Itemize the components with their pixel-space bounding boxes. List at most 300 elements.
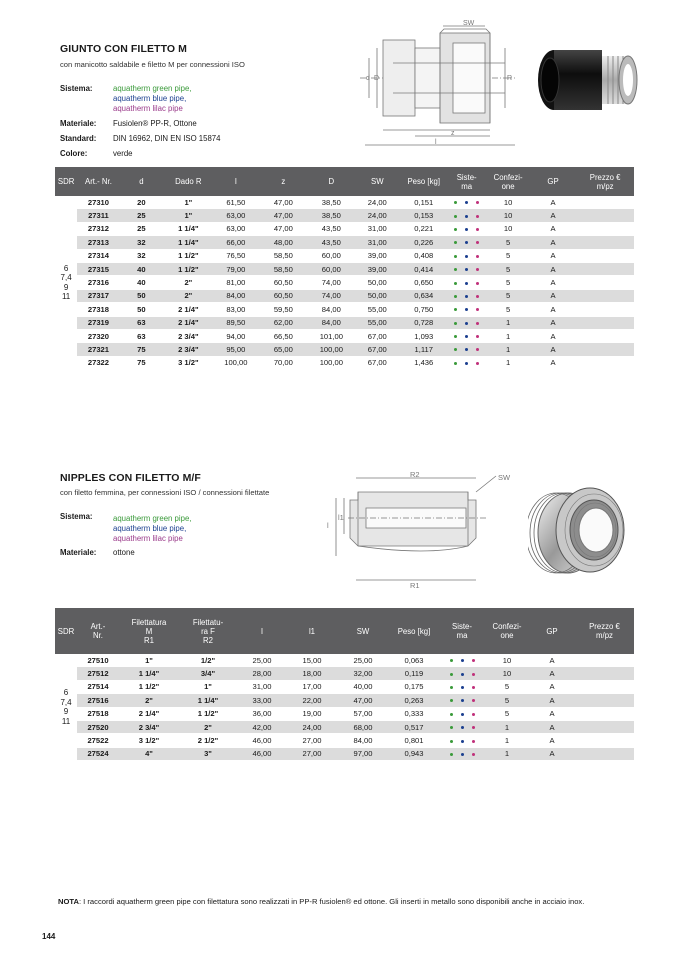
table-cell: 5 xyxy=(486,303,529,316)
table-cell: 0,801 xyxy=(389,734,439,747)
table-cell: A xyxy=(530,343,576,356)
table-cell xyxy=(575,654,634,667)
table-cell: 1 xyxy=(485,747,529,760)
table-cell: 55,00 xyxy=(354,316,400,329)
lilac-pipe-dot xyxy=(472,713,475,716)
lilac-pipe-dot xyxy=(476,335,479,338)
table-cell: 5 xyxy=(485,707,529,720)
table-cell: 32 xyxy=(120,249,163,262)
table-cell: 47,00 xyxy=(258,196,309,209)
table-cell: 18,00 xyxy=(287,667,337,680)
system-dots xyxy=(447,329,486,342)
article-number-cell: 27311 xyxy=(77,209,119,222)
table-row xyxy=(55,694,634,707)
table-cell: 5 xyxy=(486,249,529,262)
standard-value: DIN 16962, DIN EN ISO 15874 xyxy=(113,134,221,143)
giunto-table-header-1: Art.- Nr. xyxy=(77,167,119,196)
lilac-pipe-dot xyxy=(472,699,475,702)
lilac-pipe-dot xyxy=(476,308,479,311)
table-cell xyxy=(576,262,634,275)
system-dots xyxy=(439,720,485,733)
table-cell: 2 3/4" xyxy=(163,343,214,356)
table-cell: 66,50 xyxy=(258,329,309,342)
table-row xyxy=(55,343,634,356)
green-pipe-dot xyxy=(454,335,457,338)
table-cell: 1,436 xyxy=(401,356,447,369)
table-cell xyxy=(576,316,634,329)
table-cell: 32 xyxy=(120,236,163,249)
lilac-pipe-dot xyxy=(472,686,475,689)
blue-pipe-dot xyxy=(465,268,468,271)
giunto-table-sdr-cell: 6 7,4 9 11 xyxy=(55,196,77,370)
green-pipe-dot xyxy=(450,699,453,702)
lilac-pipe-dot xyxy=(472,659,475,662)
green-pipe-dot xyxy=(450,673,453,676)
drawing1-R-label: R xyxy=(507,75,513,82)
sistema-green: aquatherm green pipe, xyxy=(113,84,192,93)
table-cell: 1" xyxy=(179,680,237,693)
table-cell: 25 xyxy=(120,209,163,222)
table-cell: 0,750 xyxy=(401,303,447,316)
table-cell: 55,00 xyxy=(354,303,400,316)
table-cell xyxy=(576,303,634,316)
table-cell: 3/4" xyxy=(179,667,237,680)
green-pipe-dot xyxy=(454,241,457,244)
table-cell xyxy=(576,249,634,262)
lilac-pipe-dot xyxy=(476,201,479,204)
table-cell: 66,00 xyxy=(214,236,258,249)
blue-pipe-dot xyxy=(461,726,464,729)
table-cell: 47,00 xyxy=(258,209,309,222)
article-number-cell: 27514 xyxy=(77,680,119,693)
table-cell: 2" xyxy=(119,694,179,707)
green-pipe-dot xyxy=(454,295,457,298)
materiale-value: Fusiolen® PP-R, Ottone xyxy=(113,119,197,128)
giunto-product-photo xyxy=(528,40,640,124)
system-dots xyxy=(447,196,486,209)
table-cell: 89,50 xyxy=(214,316,258,329)
article-number-cell: 27319 xyxy=(77,316,119,329)
table-cell: 27,00 xyxy=(287,734,337,747)
drawing1-z-label: z xyxy=(451,130,455,137)
table-cell: A xyxy=(529,694,575,707)
table-cell: 0,226 xyxy=(401,236,447,249)
table-cell: 60,50 xyxy=(258,276,309,289)
table-cell: 1 1/2" xyxy=(163,249,214,262)
article-number-cell: 27314 xyxy=(77,249,119,262)
table-cell: 43,50 xyxy=(309,236,354,249)
giunto-table-header-5: z xyxy=(258,167,309,196)
table-cell: 0,650 xyxy=(401,276,447,289)
table-cell: 58,50 xyxy=(258,249,309,262)
article-number-cell: 27312 xyxy=(77,222,119,235)
table-cell: 0,333 xyxy=(389,707,439,720)
table-cell xyxy=(576,209,634,222)
article-number-cell: 27318 xyxy=(77,303,119,316)
table-cell: 100,00 xyxy=(309,343,354,356)
table-cell xyxy=(575,720,634,733)
table-row xyxy=(55,209,634,222)
table-cell: 28,00 xyxy=(237,667,287,680)
nipples-table-header-3: Filettatu- ra F R2 xyxy=(179,608,237,654)
table-cell: A xyxy=(529,747,575,760)
giunto-table-header-10: Confezi- one xyxy=(486,167,529,196)
table-cell: 46,00 xyxy=(237,734,287,747)
table-cell: 32,00 xyxy=(337,667,389,680)
article-number-cell: 27510 xyxy=(77,654,119,667)
nipples-table-header-2: Filettatura M R1 xyxy=(119,608,179,654)
table-cell: 31,00 xyxy=(237,680,287,693)
table-cell: 3" xyxy=(179,747,237,760)
table-cell: 0,728 xyxy=(401,316,447,329)
blue-pipe-dot xyxy=(465,201,468,204)
table-row xyxy=(55,289,634,302)
system-dots xyxy=(447,236,486,249)
table-cell: 67,00 xyxy=(354,329,400,342)
table-cell: 31,00 xyxy=(354,236,400,249)
drawing2-l1-label: l1 xyxy=(338,513,344,522)
section2-title: NIPPLES CON FILETTO M/F xyxy=(60,472,201,484)
table-cell: 1 1/2" xyxy=(163,262,214,275)
system-dots xyxy=(439,734,485,747)
table-cell: 19,00 xyxy=(287,707,337,720)
table-cell: 3 1/2" xyxy=(163,356,214,369)
table-cell: 50,00 xyxy=(354,289,400,302)
table-cell: 83,00 xyxy=(214,303,258,316)
giunto-table-header-9: Siste- ma xyxy=(447,167,486,196)
table-cell: A xyxy=(529,680,575,693)
table-cell: 5 xyxy=(486,236,529,249)
table-cell: A xyxy=(530,289,576,302)
table-cell: 1/2" xyxy=(179,654,237,667)
lilac-pipe-dot xyxy=(476,282,479,285)
green-pipe-dot xyxy=(454,282,457,285)
table-cell: 0,414 xyxy=(401,262,447,275)
table-cell: A xyxy=(529,707,575,720)
table-cell: 74,00 xyxy=(309,289,354,302)
lilac-pipe-dot xyxy=(476,322,479,325)
blue-pipe-dot xyxy=(465,335,468,338)
section1-title: GIUNTO CON FILETTO M xyxy=(60,43,188,55)
table-cell: 10 xyxy=(485,654,529,667)
article-number-cell: 27518 xyxy=(77,707,119,720)
table-cell: 94,00 xyxy=(214,329,258,342)
section2-subtitle: con filetto femmina, per connessioni ISO / connessioni filettate xyxy=(60,488,270,497)
green-pipe-dot xyxy=(450,740,453,743)
table-cell: 0,151 xyxy=(401,196,447,209)
sistema2-lilac: aquatherm lilac pipe xyxy=(113,534,183,543)
table-cell xyxy=(576,276,634,289)
table-row xyxy=(55,196,634,209)
lilac-pipe-dot xyxy=(472,673,475,676)
nota-footnote xyxy=(58,897,648,906)
nipples-table-header-4: l xyxy=(237,608,287,654)
giunto-table-header-7: SW xyxy=(354,167,400,196)
table-cell: A xyxy=(530,236,576,249)
green-pipe-dot xyxy=(450,726,453,729)
table-cell: 1 1/4" xyxy=(179,694,237,707)
blue-pipe-dot xyxy=(465,295,468,298)
system-dots xyxy=(447,209,486,222)
table-row xyxy=(55,720,634,733)
table-cell xyxy=(576,329,634,342)
table-cell: 39,00 xyxy=(354,262,400,275)
table-cell: 5 xyxy=(486,262,529,275)
table-cell: 70,00 xyxy=(258,356,309,369)
blue-pipe-dot xyxy=(465,282,468,285)
page-number: 144 xyxy=(42,932,56,941)
green-pipe-dot xyxy=(454,255,457,258)
table-cell: 42,00 xyxy=(237,720,287,733)
nota-label: NOTA xyxy=(58,897,79,906)
table-row xyxy=(55,680,634,693)
table-cell: 31,00 xyxy=(354,222,400,235)
table-cell: 0,063 xyxy=(389,654,439,667)
drawing2-r2-label: R2 xyxy=(410,470,420,479)
nipples-table-header-5: l1 xyxy=(287,608,337,654)
table-cell: 65,00 xyxy=(258,343,309,356)
table-cell: 2 3/4" xyxy=(119,720,179,733)
table-cell: 47,00 xyxy=(337,694,389,707)
green-pipe-dot xyxy=(450,686,453,689)
section1-subtitle: con manicotto saldabile e filetto M per connessioni ISO xyxy=(60,60,245,69)
table-row xyxy=(55,303,634,316)
table-cell: 2 1/4" xyxy=(163,316,214,329)
table-cell xyxy=(576,236,634,249)
nota-text: : I raccordi aquatherm green pipe con filettatura sono realizzati in PP-R fusiolen® ed ottone. Gli inserti in metallo sono disponibili anche in acciaio inox. xyxy=(78,897,585,906)
table-cell xyxy=(575,667,634,680)
article-number-cell: 27316 xyxy=(77,276,119,289)
table-cell: 46,00 xyxy=(237,747,287,760)
table-cell xyxy=(576,356,634,369)
article-number-cell: 27310 xyxy=(77,196,119,209)
article-number-cell: 27522 xyxy=(77,734,119,747)
materiale-label: Materiale: xyxy=(60,119,97,128)
table-cell: 0,119 xyxy=(389,667,439,680)
system-dots xyxy=(447,249,486,262)
lilac-pipe-dot xyxy=(476,348,479,351)
table-cell: 75 xyxy=(120,356,163,369)
table-cell: 25 xyxy=(120,222,163,235)
nipples-table-header-9: Confezi- one xyxy=(485,608,529,654)
colore-value: verde xyxy=(113,149,133,158)
table-cell: 43,50 xyxy=(309,222,354,235)
giunto-table-header-3: Dado R xyxy=(163,167,214,196)
table-row xyxy=(55,654,634,667)
giunto-technical-drawing xyxy=(355,18,525,153)
giunto-product-table xyxy=(55,167,634,370)
lilac-pipe-dot xyxy=(476,268,479,271)
table-cell: 0,943 xyxy=(389,747,439,760)
table-cell: 79,00 xyxy=(214,262,258,275)
table-cell: 40 xyxy=(120,262,163,275)
table-cell: 63,00 xyxy=(214,209,258,222)
table-cell: 1,117 xyxy=(401,343,447,356)
system-dots xyxy=(447,262,486,275)
table-cell: 0,517 xyxy=(389,720,439,733)
table-cell: 62,00 xyxy=(258,316,309,329)
blue-pipe-dot xyxy=(465,308,468,311)
blue-pipe-dot xyxy=(461,753,464,756)
table-cell xyxy=(576,289,634,302)
table-cell: 50 xyxy=(120,303,163,316)
table-cell: 5 xyxy=(485,694,529,707)
drawing1-d-label: d xyxy=(366,75,370,82)
article-number-cell: 27321 xyxy=(77,343,119,356)
table-cell: A xyxy=(529,654,575,667)
table-cell: 40,00 xyxy=(337,680,389,693)
table-cell: 74,00 xyxy=(309,276,354,289)
table-cell: 38,50 xyxy=(309,209,354,222)
nipples-table-header-10: GP xyxy=(529,608,575,654)
table-cell: 2" xyxy=(179,720,237,733)
table-row xyxy=(55,316,634,329)
table-cell xyxy=(575,707,634,720)
lilac-pipe-dot xyxy=(472,753,475,756)
blue-pipe-dot xyxy=(465,228,468,231)
article-number-cell: 27315 xyxy=(77,262,119,275)
table-cell xyxy=(575,747,634,760)
table-cell: 84,00 xyxy=(337,734,389,747)
giunto-table-header-0: SDR xyxy=(55,167,77,196)
giunto-table-header-8: Peso [kg] xyxy=(401,167,447,196)
table-row xyxy=(55,262,634,275)
table-cell: 59,50 xyxy=(258,303,309,316)
table-cell: 17,00 xyxy=(287,680,337,693)
table-cell: A xyxy=(530,249,576,262)
green-pipe-dot xyxy=(454,268,457,271)
table-cell: 95,00 xyxy=(214,343,258,356)
table-row xyxy=(55,276,634,289)
drawing2-sw-label: SW xyxy=(498,473,511,482)
giunto-table-header-4: l xyxy=(214,167,258,196)
table-cell: 2 1/4" xyxy=(119,707,179,720)
table-cell: 63 xyxy=(120,316,163,329)
table-cell: A xyxy=(530,222,576,235)
green-pipe-dot xyxy=(454,348,457,351)
blue-pipe-dot xyxy=(465,362,468,365)
table-cell: 10 xyxy=(485,667,529,680)
table-cell: 38,50 xyxy=(309,196,354,209)
table-cell: A xyxy=(529,734,575,747)
table-cell: 60,00 xyxy=(309,262,354,275)
nipples-table-sdr-cell: 6 7,4 9 11 xyxy=(55,654,77,761)
giunto-table-header-11: GP xyxy=(530,167,576,196)
blue-pipe-dot xyxy=(461,699,464,702)
system-dots xyxy=(447,316,486,329)
nipples-table-header-7: Peso [kg] xyxy=(389,608,439,654)
table-cell: 1 1/2" xyxy=(179,707,237,720)
system-dots xyxy=(439,747,485,760)
article-number-cell: 27524 xyxy=(77,747,119,760)
table-cell: 5 xyxy=(486,289,529,302)
blue-pipe-dot xyxy=(461,686,464,689)
table-cell: 24,00 xyxy=(354,196,400,209)
materiale2-label: Materiale: xyxy=(60,548,97,557)
section1-info xyxy=(60,84,260,164)
table-cell: 84,00 xyxy=(309,303,354,316)
table-cell: 101,00 xyxy=(309,329,354,342)
table-cell: 63 xyxy=(120,329,163,342)
table-cell: 0,221 xyxy=(401,222,447,235)
table-cell: 97,00 xyxy=(337,747,389,760)
blue-pipe-dot xyxy=(461,713,464,716)
table-cell: 0,408 xyxy=(401,249,447,262)
table-cell: 61,50 xyxy=(214,196,258,209)
table-cell: 2" xyxy=(163,276,214,289)
table-cell: 5 xyxy=(485,680,529,693)
lilac-pipe-dot xyxy=(476,228,479,231)
table-cell: 25,00 xyxy=(237,654,287,667)
table-cell: 2" xyxy=(163,289,214,302)
table-cell: 1" xyxy=(119,654,179,667)
green-pipe-dot xyxy=(454,362,457,365)
green-pipe-dot xyxy=(450,713,453,716)
table-cell: 1 xyxy=(485,734,529,747)
sistema2-blue: aquatherm blue pipe, xyxy=(113,524,187,533)
table-cell xyxy=(575,734,634,747)
giunto-table-header-6: D xyxy=(309,167,354,196)
table-cell: 1 1/2" xyxy=(119,680,179,693)
table-cell: A xyxy=(530,316,576,329)
materiale2-value: ottone xyxy=(113,548,135,557)
blue-pipe-dot xyxy=(461,659,464,662)
table-row xyxy=(55,222,634,235)
green-pipe-dot xyxy=(454,322,457,325)
lilac-pipe-dot xyxy=(476,255,479,258)
table-row xyxy=(55,236,634,249)
drawing1-sw-label: SW xyxy=(463,20,475,27)
table-cell: 0,263 xyxy=(389,694,439,707)
table-cell: 1 xyxy=(486,329,529,342)
table-cell: 24,00 xyxy=(287,720,337,733)
system-dots xyxy=(439,707,485,720)
table-cell: 10 xyxy=(486,196,529,209)
article-number-cell: 27313 xyxy=(77,236,119,249)
sistema-label: Sistema: xyxy=(60,84,93,93)
table-cell: 27,00 xyxy=(287,747,337,760)
table-cell: 67,00 xyxy=(354,356,400,369)
table-cell: 1 xyxy=(485,720,529,733)
green-pipe-dot xyxy=(450,659,453,662)
table-cell xyxy=(575,694,634,707)
table-cell: 0,634 xyxy=(401,289,447,302)
giunto-table-header-2: d xyxy=(120,167,163,196)
nipples-technical-drawing xyxy=(318,468,518,590)
table-cell: 100,00 xyxy=(214,356,258,369)
article-number-cell: 27520 xyxy=(77,720,119,733)
nipples-table-header-1: Art.- Nr. xyxy=(77,608,119,654)
table-cell: 2 1/2" xyxy=(179,734,237,747)
table-cell: 84,00 xyxy=(309,316,354,329)
table-cell: 2 3/4" xyxy=(163,329,214,342)
section2-info xyxy=(60,512,260,560)
standard-label: Standard: xyxy=(60,134,97,143)
table-cell: 33,00 xyxy=(237,694,287,707)
table-cell: A xyxy=(529,720,575,733)
sistema-lilac: aquatherm lilac pipe xyxy=(113,104,183,113)
blue-pipe-dot xyxy=(465,241,468,244)
table-cell: 10 xyxy=(486,209,529,222)
table-cell: 2 1/4" xyxy=(163,303,214,316)
blue-pipe-dot xyxy=(465,348,468,351)
table-cell: 0,175 xyxy=(389,680,439,693)
table-cell: A xyxy=(530,209,576,222)
table-cell: 1" xyxy=(163,209,214,222)
system-dots xyxy=(447,289,486,302)
table-cell: 40 xyxy=(120,276,163,289)
green-pipe-dot xyxy=(450,753,453,756)
